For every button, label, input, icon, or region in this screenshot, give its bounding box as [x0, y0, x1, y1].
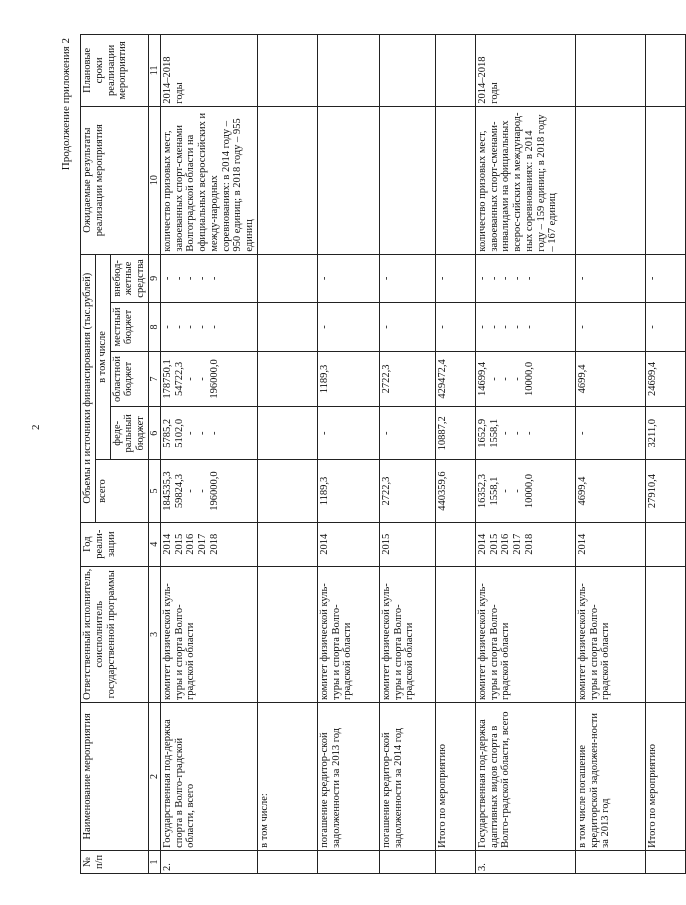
row-name: Государственная под-держка спорта в Волго-градской области, всего [160, 702, 257, 850]
row-term [435, 35, 475, 107]
header-terms: Плановые сроки реализации мероприятия [81, 35, 149, 107]
row-number: 3. [475, 850, 575, 873]
header-executor: Ответственный исполнитель, соисполнитель государственной программы [81, 566, 149, 702]
header-results: Ожидаемые результаты реализации мероприятия [81, 106, 149, 254]
header-year: Год реали-зации [81, 522, 149, 566]
row-name: в том числе погашение кредиторской задолжен-ности за 2013 год [575, 702, 645, 850]
column-number: 4 [148, 522, 160, 566]
row-result [257, 106, 317, 254]
row-number: 2. [160, 850, 257, 873]
row-years: 2014 2015 2016 2017 2018 [475, 522, 575, 566]
row-result [575, 106, 645, 254]
row-result: количество призовых мест, завоеванных спорт-сменами-инвалидами на официальных всерос-сийских и международ-ных соревнованиях: в 2014 году – 159 единиц; в 2018 году – 167 единиц [475, 106, 575, 254]
header-total: всего [95, 460, 148, 522]
row-number [317, 850, 379, 873]
row-offbudget: - - - - - [160, 254, 257, 303]
header-name: Наименование мероприятия [81, 702, 149, 850]
row-total: 440359,6 [435, 460, 475, 522]
row-number [379, 850, 435, 873]
row-federal: 3211,0 [645, 407, 685, 460]
row-regional: 429472,4 [435, 351, 475, 406]
row-total: 2722,3 [379, 460, 435, 522]
header-number: № п/п [81, 850, 149, 873]
row-regional: 2722,3 [379, 351, 435, 406]
row-name: погашение кредитор-ской задолженности за 2014 год [379, 702, 435, 850]
row-number [257, 850, 317, 873]
column-number: 5 [148, 460, 160, 522]
row-years: 2014 2015 2016 2017 2018 [160, 522, 257, 566]
column-number: 9 [148, 254, 160, 303]
column-number: 6 [148, 407, 160, 460]
row-term [379, 35, 435, 107]
row-result [317, 106, 379, 254]
row-regional: 4699,4 [575, 351, 645, 406]
row-total: 1189,3 [317, 460, 379, 522]
row-local [257, 303, 317, 352]
row-years [435, 522, 475, 566]
row-local: - - - - - [475, 303, 575, 352]
row-local: - [435, 303, 475, 352]
row-years [645, 522, 685, 566]
row-term: 2014–2018 годы [475, 35, 575, 107]
rotated-table-sheet [60, 34, 680, 874]
row-result [379, 106, 435, 254]
row-federal: - [379, 407, 435, 460]
row-local: - [379, 303, 435, 352]
row-total: 27910,4 [645, 460, 685, 522]
column-number: 11 [148, 35, 160, 107]
row-federal: - [317, 407, 379, 460]
row-result [645, 106, 685, 254]
row-offbudget: - [317, 254, 379, 303]
row-executor: комитет физической куль-туры и спорта Волго-градской области [475, 566, 575, 702]
row-name: погашение кредитор-ской задолженности за 2013 год [317, 702, 379, 850]
row-term [575, 35, 645, 107]
row-number [435, 850, 475, 873]
row-executor [435, 566, 475, 702]
row-federal [257, 407, 317, 460]
row-executor: комитет физической куль-туры и спорта Волго-градской области [379, 566, 435, 702]
row-result: количество призовых мест, завоеванных спорт-сменами Волгоградской области на официальных всероссийских и между-народных соревнованиях: в 2014 году – 950 единиц; в 2018 году – 955 единиц [160, 106, 257, 254]
column-number: 3 [148, 566, 160, 702]
row-years: 2014 [575, 522, 645, 566]
row-offbudget: - - - - - [475, 254, 575, 303]
header-funding: Объемы и источники финансирования (тыс.рублей) [81, 254, 96, 522]
page-number: 2 [30, 424, 42, 430]
row-executor: комитет физической куль-туры и спорта Волго-градской области [160, 566, 257, 702]
row-years: 2014 [317, 522, 379, 566]
row-federal: - [575, 407, 645, 460]
row-regional: 1189,3 [317, 351, 379, 406]
row-local: - - - - - [160, 303, 257, 352]
row-term [645, 35, 685, 107]
row-total: 16352,3 1558,1 - - 10000,0 [475, 460, 575, 522]
row-total: 4699,4 [575, 460, 645, 522]
row-years [257, 522, 317, 566]
appendix-title: Продолжение приложения 2 [60, 38, 72, 171]
column-number: 10 [148, 106, 160, 254]
row-number [645, 850, 685, 873]
table-row [379, 35, 435, 874]
table-row [317, 35, 379, 874]
row-regional [257, 351, 317, 406]
row-number [575, 850, 645, 873]
table-row [257, 35, 317, 874]
table-row [160, 35, 257, 874]
row-local: - [645, 303, 685, 352]
row-executor [645, 566, 685, 702]
header-incl: в том числе [95, 254, 110, 460]
column-number: 1 [148, 850, 160, 873]
row-regional: 24699,4 [645, 351, 685, 406]
row-regional: 178750,1 54722,3 - - 196000,0 [160, 351, 257, 406]
row-offbudget: - [575, 254, 645, 303]
row-executor: комитет физической куль-туры и спорта Волго-градской области [317, 566, 379, 702]
funding-table [80, 34, 686, 874]
row-name: Итого по мероприятию [645, 702, 685, 850]
row-name: в том числе: [257, 702, 317, 850]
table-row [435, 35, 475, 874]
row-local: - [575, 303, 645, 352]
row-term: 2014–2018 годы [160, 35, 257, 107]
table-row [475, 35, 575, 874]
row-offbudget: - [379, 254, 435, 303]
row-term [317, 35, 379, 107]
row-name: Итого по мероприятию [435, 702, 475, 850]
row-regional: 14699,4 - - - 10000,0 [475, 351, 575, 406]
column-numbers-row [148, 35, 160, 874]
header-federal: феде-ральный бюджет [110, 407, 148, 460]
row-term [257, 35, 317, 107]
row-years: 2015 [379, 522, 435, 566]
row-executor [257, 566, 317, 702]
row-executor: комитет физической куль-туры и спорта Волго-градской области [575, 566, 645, 702]
row-result [435, 106, 475, 254]
table-row [575, 35, 645, 874]
row-federal: 1652,9 1558,1 - - - [475, 407, 575, 460]
column-number: 7 [148, 351, 160, 406]
column-number: 8 [148, 303, 160, 352]
row-offbudget: - [435, 254, 475, 303]
header-offbudget: внебюд-жетные средства [110, 254, 148, 303]
row-federal: 10887,2 [435, 407, 475, 460]
row-federal: 5785,2 5102,0 - - - [160, 407, 257, 460]
row-local: - [317, 303, 379, 352]
header-regional: областной бюджет [110, 351, 148, 406]
row-total [257, 460, 317, 522]
row-total: 184535,3 59824,3 - - 196000,0 [160, 460, 257, 522]
row-name: Государственная под-держка адаптивных видов спорта в Волго-градской области, всего [475, 702, 575, 850]
header-local: местный бюджет [110, 303, 148, 352]
table-row [645, 35, 685, 874]
row-offbudget [257, 254, 317, 303]
column-number: 2 [148, 702, 160, 850]
row-offbudget: - [645, 254, 685, 303]
